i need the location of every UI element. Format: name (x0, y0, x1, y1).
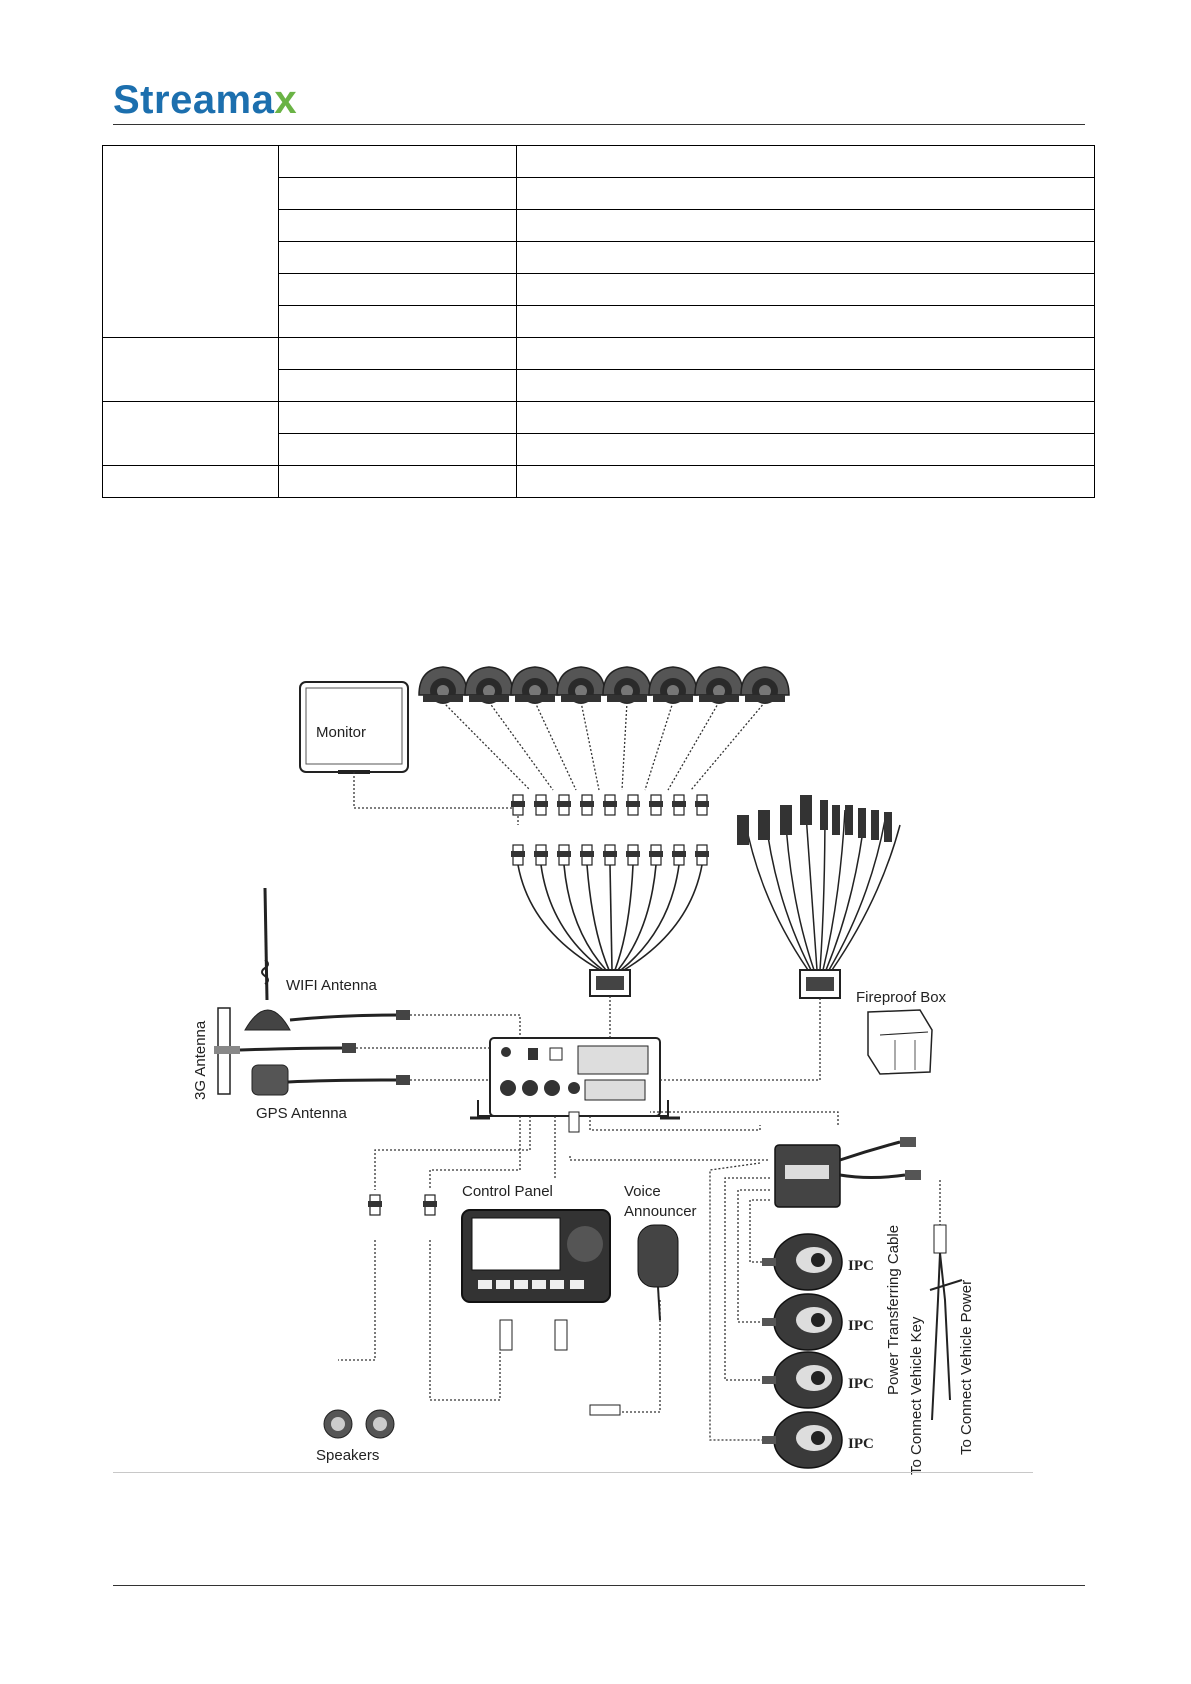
table-cell (279, 466, 517, 498)
table-cell (517, 178, 1095, 210)
poe-switch (775, 1137, 921, 1207)
table-cell (103, 466, 279, 498)
dome-camera-icon (695, 667, 743, 704)
ipc-label: IPC (848, 1258, 874, 1274)
table-cell (103, 338, 279, 402)
table-cell (517, 146, 1095, 178)
power-cable (885, 1180, 975, 1475)
table-row (103, 146, 1095, 178)
dome-camera-icon (649, 667, 697, 704)
dome-camera-icon (465, 667, 513, 704)
vehicle-key-label: To Connect Vehicle Key (908, 1316, 925, 1475)
table-cell (517, 274, 1095, 306)
table-cell (279, 402, 517, 434)
footer-divider (113, 1585, 1085, 1586)
ipc-label: IPC (848, 1376, 874, 1392)
table-cell (279, 338, 517, 370)
table-cell (517, 370, 1095, 402)
table-cell (279, 242, 517, 274)
dome-camera-icon (741, 667, 789, 704)
streamax-logo: Streamax (113, 78, 298, 122)
table-cell (279, 370, 517, 402)
wifi-antenna (245, 888, 410, 1030)
table-cell (279, 274, 517, 306)
dome-camera-icon (603, 667, 651, 704)
table-cell (517, 210, 1095, 242)
power-transferring-cable-label: Power Transferring Cable (885, 1224, 902, 1395)
monitor-device (300, 682, 408, 774)
monitor-label: Monitor (316, 724, 367, 741)
table-cell (279, 146, 517, 178)
table-cell (279, 306, 517, 338)
control-panel-label: Control Panel (462, 1183, 553, 1200)
gps-antenna-label: GPS Antenna (256, 1105, 347, 1122)
voice-announcer-label: Voice (624, 1183, 661, 1200)
dome-camera-icon (419, 667, 467, 704)
vehicle-power-label: To Connect Vehicle Power (958, 1279, 975, 1455)
ipc-camera-icon (762, 1412, 842, 1468)
video-harness (518, 865, 702, 970)
spec-table (102, 145, 1095, 498)
table-cell (517, 466, 1095, 498)
wifi-antenna-label: WIFI Antenna (286, 977, 377, 994)
table-cell (279, 210, 517, 242)
ipc-label: IPC (848, 1318, 874, 1334)
table-cell (279, 434, 517, 466)
speakers (316, 1410, 394, 1464)
gps-antenna (252, 1065, 410, 1122)
table-cell (517, 402, 1095, 434)
mdvr-unit (470, 1038, 680, 1118)
table-row (103, 338, 1095, 370)
fireproof-box (856, 989, 947, 1074)
dome-camera-icon (511, 667, 559, 704)
fireproof-box-label: Fireproof Box (856, 989, 947, 1006)
voice-announcer-label-2: Announcer (624, 1203, 697, 1220)
voice-announcer (624, 1183, 697, 1320)
ipc-camera-icon (762, 1352, 842, 1408)
io-connector (800, 970, 840, 998)
bnc-connectors (511, 795, 709, 865)
table-cell (517, 434, 1095, 466)
ipc-cameras (762, 1234, 874, 1468)
ipc-label: IPC (848, 1436, 874, 1452)
ipc-camera-icon (762, 1234, 842, 1290)
header-divider (113, 124, 1085, 125)
table-cell (103, 146, 279, 338)
speakers-label: Speakers (316, 1447, 380, 1464)
video-connector (590, 970, 630, 996)
ipc-camera-icon (762, 1294, 842, 1350)
table-cell (517, 338, 1095, 370)
table-row (103, 466, 1095, 498)
table-cell (103, 402, 279, 466)
control-panel (462, 1183, 610, 1302)
table-cell (517, 242, 1095, 274)
figure-bottom-rule (113, 1472, 1033, 1473)
dome-camera-icon (557, 667, 605, 704)
dome-cameras (419, 667, 789, 704)
antenna-3g-label: 3G Antenna (192, 1020, 209, 1100)
table-cell (517, 306, 1095, 338)
table-cell (279, 178, 517, 210)
table-row (103, 402, 1095, 434)
io-wire-ends (737, 795, 892, 845)
